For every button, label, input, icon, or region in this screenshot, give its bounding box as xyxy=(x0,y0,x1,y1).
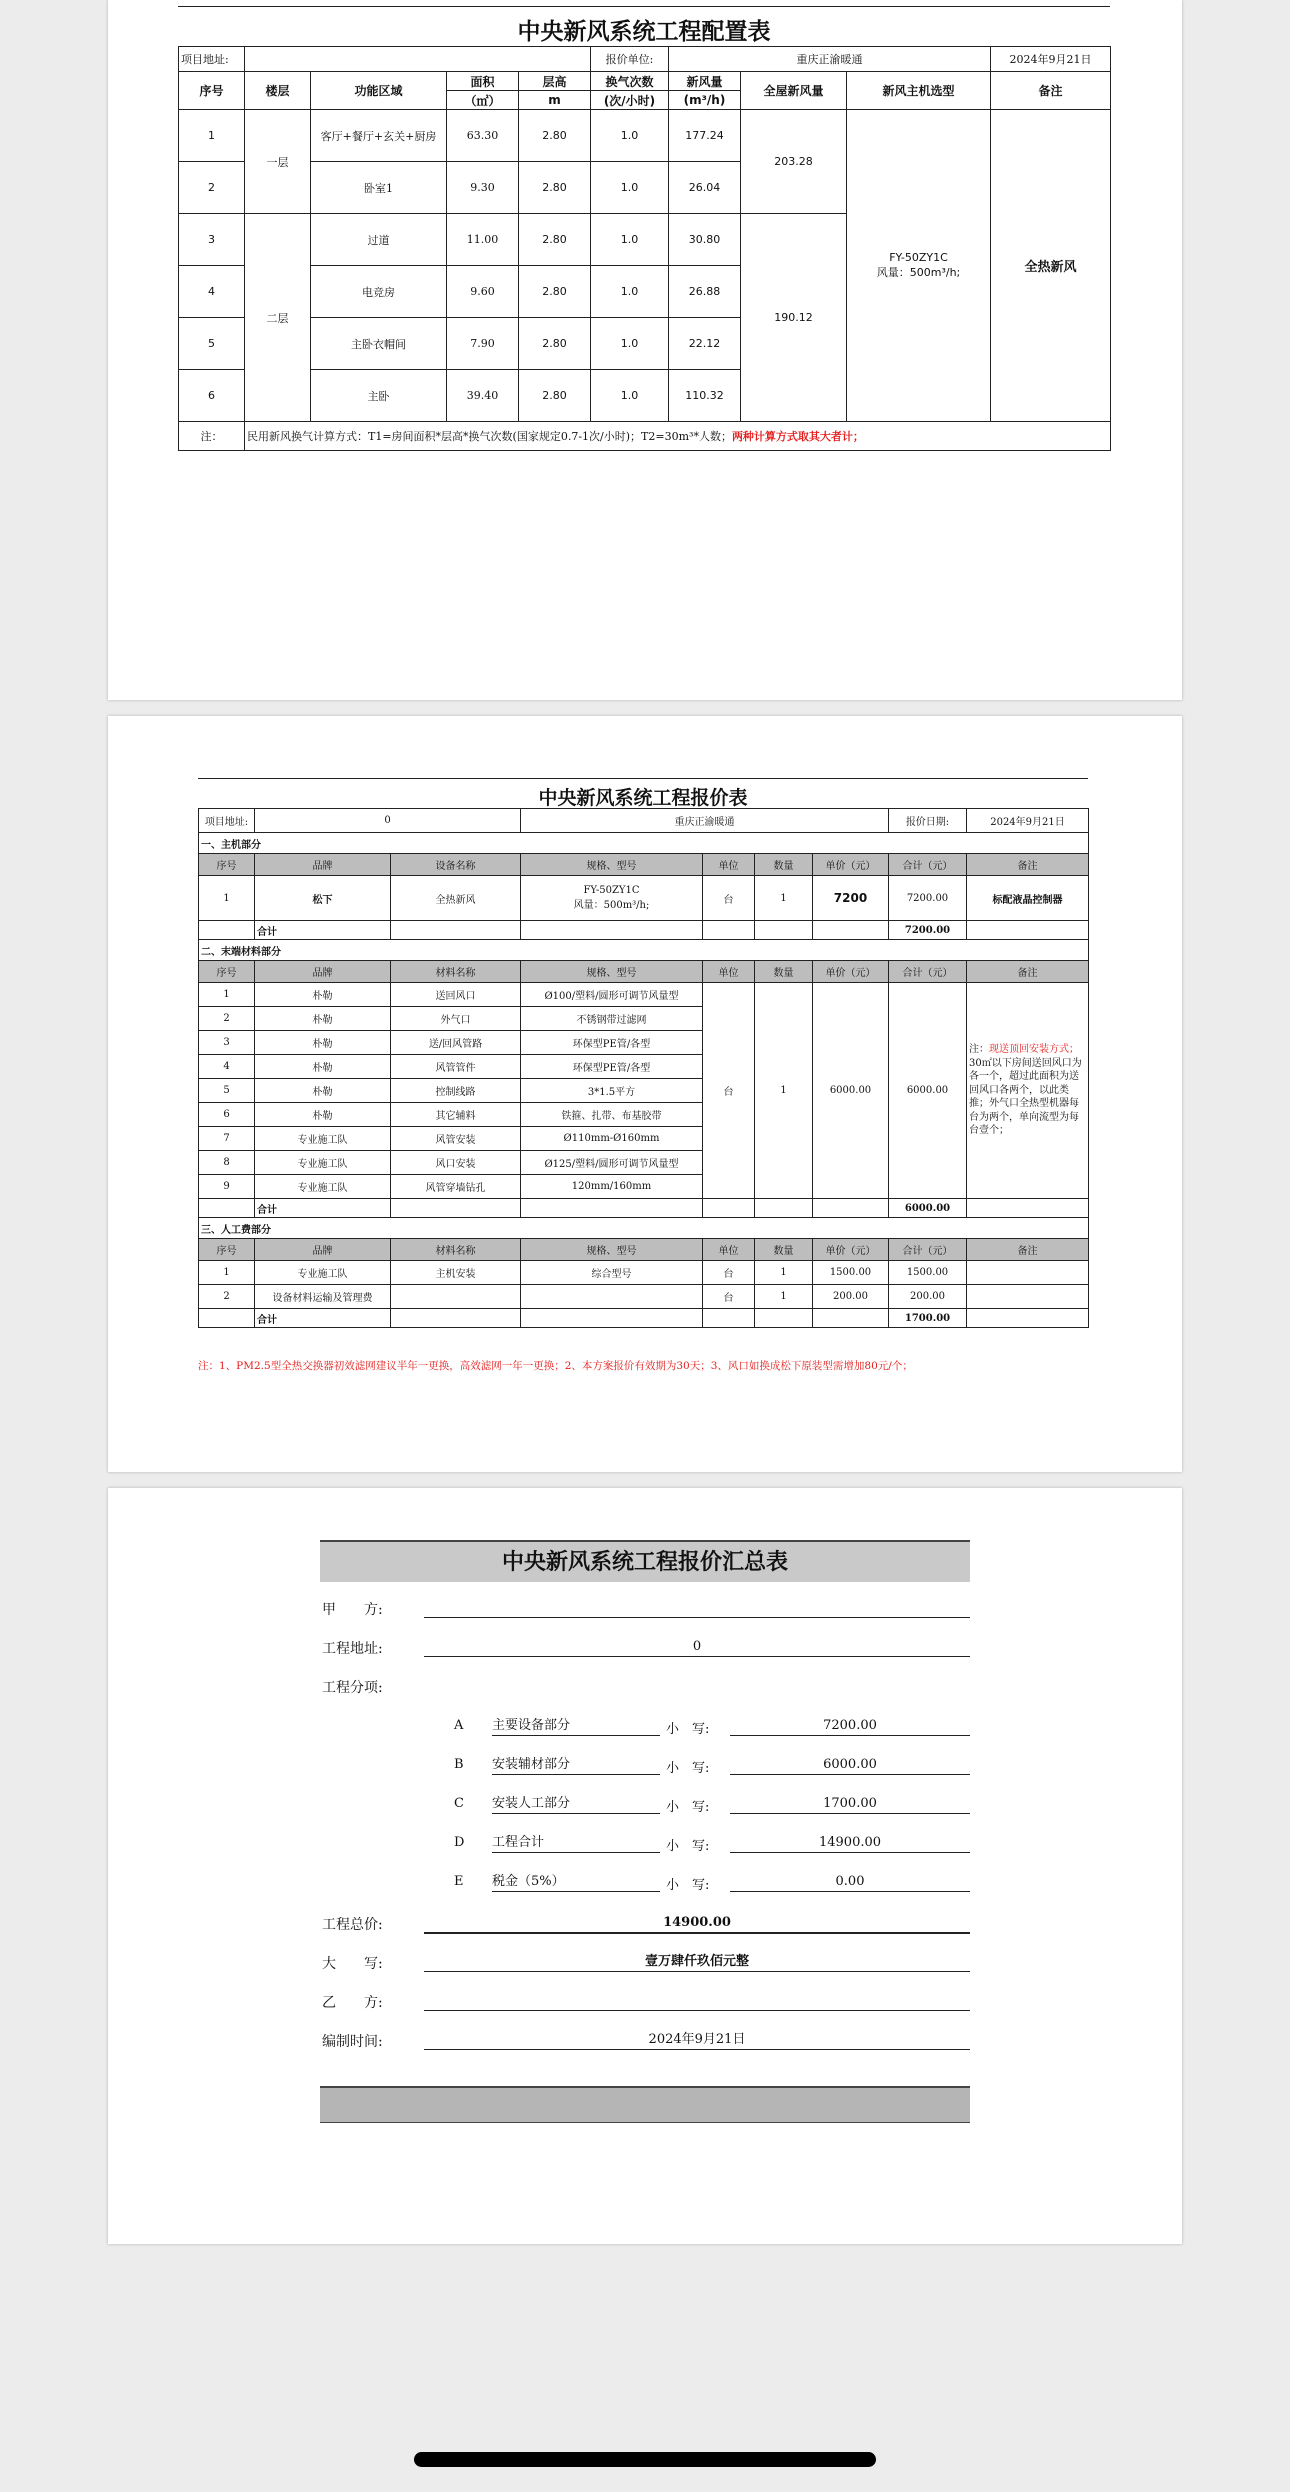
q-date-value: 2024年9月21日 xyxy=(967,809,1089,833)
col-seq: 序号 xyxy=(199,961,255,983)
address-label: 工程地址: xyxy=(322,1641,383,1657)
mat-seq: 9 xyxy=(199,1175,255,1199)
col-qty: 数量 xyxy=(755,1239,813,1261)
col-qty: 数量 xyxy=(755,854,813,876)
item-letter: E xyxy=(454,1874,464,1889)
row-area-name: 过道 xyxy=(311,214,447,266)
sum-label-labor: 合计 xyxy=(255,1309,391,1328)
host-device: 全热新风 xyxy=(391,876,521,921)
item-name: 工程合计 xyxy=(492,1834,660,1853)
header-airflow: 新风量 xyxy=(669,72,741,91)
row-area: 11.00 xyxy=(447,214,519,266)
table-row xyxy=(179,110,1111,162)
quote-page xyxy=(108,716,1182,1472)
col-spec: 规格、型号 xyxy=(521,854,703,876)
table-row xyxy=(199,1261,1089,1285)
capital-label: 大 写: xyxy=(322,1956,383,1972)
host-brand: 松下 xyxy=(255,876,391,921)
item-name: 税金（5%） xyxy=(492,1873,660,1892)
row-ach: 1.0 xyxy=(591,214,669,266)
mat-seq: 2 xyxy=(199,1007,255,1031)
party-b-label: 乙 方: xyxy=(322,1995,383,2011)
mat-remark xyxy=(967,983,1089,1199)
host-model-line2: 风量：500m³/h; xyxy=(876,266,961,279)
col-unit: 单位 xyxy=(703,1239,755,1261)
note-red: 两种计算方式取其大者计； xyxy=(731,430,864,443)
host-model xyxy=(847,110,991,422)
row-seq: 5 xyxy=(179,318,245,370)
date-field: 2024年9月21日 xyxy=(424,2031,970,2050)
items-label: 工程分项: xyxy=(322,1680,383,1696)
labor-total: 200.00 xyxy=(889,1285,967,1309)
labor-spec: 综合型号 xyxy=(521,1261,703,1285)
mat-name: 其它辅料 xyxy=(391,1103,521,1127)
col-qty: 数量 xyxy=(755,961,813,983)
mat-spec: 3*1.5平方 xyxy=(521,1079,703,1103)
mat-name: 风管管件 xyxy=(391,1055,521,1079)
mat-brand: 朴勒 xyxy=(255,1007,391,1031)
item-small-label: 小 写: xyxy=(666,1761,710,1776)
mat-total: 6000.00 xyxy=(889,983,967,1199)
mat-name: 风管穿墙钻孔 xyxy=(391,1175,521,1199)
item-value: 0.00 xyxy=(730,1873,970,1892)
item-letter: C xyxy=(454,1796,464,1811)
item-letter: D xyxy=(454,1835,465,1850)
mat-seq: 5 xyxy=(199,1079,255,1103)
mat-name: 风口安装 xyxy=(391,1151,521,1175)
item-small-label: 小 写: xyxy=(666,1722,710,1737)
total-airflow-floor2: 190.12 xyxy=(741,214,847,422)
mat-seq: 7 xyxy=(199,1127,255,1151)
row-airflow: 30.80 xyxy=(669,214,741,266)
labor-name: 主机安装 xyxy=(391,1261,521,1285)
mat-name: 风管安装 xyxy=(391,1127,521,1151)
quote-unit-label: 报价单位: xyxy=(591,47,669,72)
col-brand: 品牌 xyxy=(255,1239,391,1261)
col-unit: 单位 xyxy=(703,854,755,876)
mat-name: 外气口 xyxy=(391,1007,521,1031)
labor-unit: 台 xyxy=(703,1261,755,1285)
mat-brand: 朴勒 xyxy=(255,1103,391,1127)
quote-title: 中央新风系统工程报价表 xyxy=(198,778,1088,810)
q-date-label: 报价日期: xyxy=(889,809,967,833)
row-seq: 6 xyxy=(179,370,245,422)
item-letter: A xyxy=(454,1718,464,1733)
mat-seq: 4 xyxy=(199,1055,255,1079)
mat-spec: Ø125/塑料/圆形可调节风量型 xyxy=(521,1151,703,1175)
labor-spec xyxy=(521,1285,703,1309)
item-small-label: 小 写: xyxy=(666,1800,710,1815)
mat-remark-red: 现送顶回安装方式； xyxy=(989,1044,1079,1056)
total-airflow-floor1: 203.28 xyxy=(741,110,847,214)
col-device: 设备名称 xyxy=(391,854,521,876)
item-value: 14900.00 xyxy=(730,1834,970,1853)
mat-spec: 铁箍、扎带、布基胶带 xyxy=(521,1103,703,1127)
party-b-field xyxy=(424,1992,970,2011)
row-ach: 1.0 xyxy=(591,266,669,318)
q-unit-value: 重庆正渝暖通 xyxy=(521,809,889,833)
mat-brand: 朴勒 xyxy=(255,1055,391,1079)
mat-brand: 朴勒 xyxy=(255,983,391,1007)
col-price: 单价（元） xyxy=(813,961,889,983)
col-remark: 备注 xyxy=(967,854,1089,876)
mat-name: 送回风口 xyxy=(391,983,521,1007)
header-ach-unit: (次/小时) xyxy=(591,91,669,110)
config-title: 中央新风系统工程配置表 xyxy=(178,6,1110,46)
row-area: 7.90 xyxy=(447,318,519,370)
project-address-label: 项目地址: xyxy=(179,47,245,72)
header-area-unit: （㎡） xyxy=(447,91,519,110)
mat-seq: 8 xyxy=(199,1151,255,1175)
q-address-value: 0 xyxy=(255,809,521,833)
item-name: 安装辅材部分 xyxy=(492,1756,660,1775)
header-remark: 备注 xyxy=(991,72,1111,110)
table-row xyxy=(199,1285,1089,1309)
labor-price: 1500.00 xyxy=(813,1261,889,1285)
col-brand: 品牌 xyxy=(255,961,391,983)
row-height: 2.80 xyxy=(519,266,591,318)
total-field: 14900.00 xyxy=(424,1914,970,1934)
row-area: 63.30 xyxy=(447,110,519,162)
col-unit: 单位 xyxy=(703,961,755,983)
mat-seq: 6 xyxy=(199,1103,255,1127)
row-area: 9.60 xyxy=(447,266,519,318)
header-host-model: 新风主机选型 xyxy=(847,72,991,110)
item-small-label: 小 写: xyxy=(666,1839,710,1854)
labor-price: 200.00 xyxy=(813,1285,889,1309)
mat-name: 送/回风管路 xyxy=(391,1031,521,1055)
col-price: 单价（元） xyxy=(813,1239,889,1261)
summary-page xyxy=(108,1488,1182,2244)
row-airflow: 22.12 xyxy=(669,318,741,370)
row-area: 9.30 xyxy=(447,162,519,214)
sum-label-host: 合计 xyxy=(255,921,391,940)
mat-unit: 台 xyxy=(703,983,755,1199)
row-airflow: 26.04 xyxy=(669,162,741,214)
col-total: 合计（元） xyxy=(889,961,967,983)
mat-spec: Ø100/塑料/圆形可调节风量型 xyxy=(521,983,703,1007)
row-ach: 1.0 xyxy=(591,162,669,214)
header-ach: 换气次数 xyxy=(591,72,669,91)
quote-date-value: 2024年9月21日 xyxy=(991,47,1111,72)
row-height: 2.80 xyxy=(519,318,591,370)
home-indicator[interactable] xyxy=(414,2452,876,2467)
header-height-unit: m xyxy=(519,91,591,110)
labor-unit: 台 xyxy=(703,1285,755,1309)
labor-seq: 1 xyxy=(199,1261,255,1285)
mat-brand: 朴勒 xyxy=(255,1031,391,1055)
table-row xyxy=(199,983,1089,1007)
row-seq: 1 xyxy=(179,110,245,162)
sum-label-materials: 合计 xyxy=(255,1199,391,1218)
labor-name xyxy=(391,1285,521,1309)
item-name: 主要设备部分 xyxy=(492,1717,660,1736)
mat-spec: Ø110mm-Ø160mm xyxy=(521,1127,703,1151)
row-area-name: 主卧衣帽间 xyxy=(311,318,447,370)
summary-footer-bar xyxy=(320,2086,970,2123)
section-materials: 二、末端材料部分 xyxy=(199,940,1089,961)
col-seq: 序号 xyxy=(199,1239,255,1261)
project-address-value xyxy=(245,47,591,72)
host-total: 7200.00 xyxy=(889,876,967,921)
sum-host: 7200.00 xyxy=(889,921,967,940)
mat-qty: 1 xyxy=(755,983,813,1199)
col-price: 单价（元） xyxy=(813,854,889,876)
host-model-line1: FY-50ZY1C xyxy=(889,251,948,264)
col-remark: 备注 xyxy=(967,961,1089,983)
row-area-name: 电竞房 xyxy=(311,266,447,318)
host-spec-model: FY-50ZY1C xyxy=(583,885,640,896)
labor-qty: 1 xyxy=(755,1285,813,1309)
host-unit: 台 xyxy=(703,876,755,921)
mat-brand: 朴勒 xyxy=(255,1079,391,1103)
address-field: 0 xyxy=(424,1638,970,1657)
row-airflow: 177.24 xyxy=(669,110,741,162)
item-value: 7200.00 xyxy=(730,1717,970,1736)
date-label: 编制时间: xyxy=(322,2034,383,2050)
floor-1: 一层 xyxy=(245,110,311,214)
header-height: 层高 xyxy=(519,72,591,91)
labor-qty: 1 xyxy=(755,1261,813,1285)
item-value: 1700.00 xyxy=(730,1795,970,1814)
header-seq: 序号 xyxy=(179,72,245,110)
total-label: 工程总价: xyxy=(322,1917,383,1933)
header-area-func: 功能区域 xyxy=(311,72,447,110)
party-a-label: 甲 方: xyxy=(322,1602,383,1618)
row-area: 39.40 xyxy=(447,370,519,422)
mat-spec: 环保型PE管/各型 xyxy=(521,1055,703,1079)
col-total: 合计（元） xyxy=(889,854,967,876)
note-text: 民用新风换气计算方式：T1=房间面积*层高*换气次数(国家规定0.7-1次/小时)；T2=30m³*人数； xyxy=(247,430,732,443)
col-material: 材料名称 xyxy=(391,961,521,983)
item-letter: B xyxy=(454,1757,464,1772)
mat-seq: 3 xyxy=(199,1031,255,1055)
col-total: 合计（元） xyxy=(889,1239,967,1261)
host-spec xyxy=(521,876,703,921)
row-height: 2.80 xyxy=(519,110,591,162)
party-a-field xyxy=(424,1599,970,1618)
table-row xyxy=(199,876,1089,921)
col-spec: 规格、型号 xyxy=(521,961,703,983)
mat-spec: 120mm/160mm xyxy=(521,1175,703,1199)
section-host: 一、主机部分 xyxy=(199,833,1089,854)
row-seq: 3 xyxy=(179,214,245,266)
quote-unit-value: 重庆正渝暖通 xyxy=(669,47,991,72)
host-seq: 1 xyxy=(199,876,255,921)
config-table xyxy=(178,46,1111,451)
mat-brand: 专业施工队 xyxy=(255,1151,391,1175)
labor-total: 1500.00 xyxy=(889,1261,967,1285)
header-floor: 楼层 xyxy=(245,72,311,110)
header-total-airflow: 全屋新风量 xyxy=(741,72,847,110)
section-labor: 三、人工费部分 xyxy=(199,1218,1089,1239)
q-address-label: 项目地址: xyxy=(199,809,255,833)
row-height: 2.80 xyxy=(519,214,591,266)
mat-price: 6000.00 xyxy=(813,983,889,1199)
mat-remark-text: 30㎡以下房间送回风口为各一个，超过此面积为送回风口各两个，以此类推；外气口全热型机器每台为两个，单向流型为每台壹个； xyxy=(969,1057,1082,1137)
quote-table xyxy=(198,808,1089,1328)
row-ach: 1.0 xyxy=(591,318,669,370)
mat-brand: 专业施工队 xyxy=(255,1175,391,1199)
note-label: 注： xyxy=(179,422,245,451)
floor-2: 二层 xyxy=(245,214,311,422)
row-area-name: 客厅+餐厅+玄关+厨房 xyxy=(311,110,447,162)
row-seq: 4 xyxy=(179,266,245,318)
mat-name: 控制线路 xyxy=(391,1079,521,1103)
row-airflow: 26.88 xyxy=(669,266,741,318)
mat-spec: 环保型PE管/各型 xyxy=(521,1031,703,1055)
col-remark: 备注 xyxy=(967,1239,1089,1261)
row-height: 2.80 xyxy=(519,162,591,214)
row-ach: 1.0 xyxy=(591,110,669,162)
col-spec: 规格、型号 xyxy=(521,1239,703,1261)
row-seq: 2 xyxy=(179,162,245,214)
sum-labor: 1700.00 xyxy=(889,1309,967,1328)
col-seq: 序号 xyxy=(199,854,255,876)
item-small-label: 小 写: xyxy=(666,1878,710,1893)
host-qty: 1 xyxy=(755,876,813,921)
labor-seq: 2 xyxy=(199,1285,255,1309)
header-airflow-unit: (m³/h) xyxy=(669,91,741,110)
mat-seq: 1 xyxy=(199,983,255,1007)
note-cell xyxy=(245,422,1111,451)
capital-field: 壹万肆仟玖佰元整 xyxy=(424,1953,970,1972)
summary-title: 中央新风系统工程报价汇总表 xyxy=(320,1540,970,1582)
header-area: 面积 xyxy=(447,72,519,91)
item-name: 安装人工部分 xyxy=(492,1795,660,1814)
labor-brand: 设备材料运输及管理费 xyxy=(255,1285,391,1309)
config-page xyxy=(108,0,1182,700)
row-area-name: 卧室1 xyxy=(311,162,447,214)
mat-spec: 不锈钢带过滤网 xyxy=(521,1007,703,1031)
col-material: 材料名称 xyxy=(391,1239,521,1261)
host-price: 7200 xyxy=(813,876,889,921)
row-area-name: 主卧 xyxy=(311,370,447,422)
host-spec-airflow: 风量：500m³/h; xyxy=(573,900,650,911)
remark-value: 全热新风 xyxy=(991,110,1111,422)
sum-materials: 6000.00 xyxy=(889,1199,967,1218)
row-height: 2.80 xyxy=(519,370,591,422)
labor-brand: 专业施工队 xyxy=(255,1261,391,1285)
item-value: 6000.00 xyxy=(730,1756,970,1775)
mat-remark-label: 注： xyxy=(969,1044,989,1056)
host-remark: 标配液晶控制器 xyxy=(967,876,1089,921)
mat-brand: 专业施工队 xyxy=(255,1127,391,1151)
col-brand: 品牌 xyxy=(255,854,391,876)
row-airflow: 110.32 xyxy=(669,370,741,422)
quote-footnote: 注：1、PM2.5型全热交换器初效滤网建议半年一更换，高效滤网一年一更换；2、本方案报价有效期为30天；3、风口如换成松下原装型需增加80元/个； xyxy=(198,1360,913,1372)
row-ach: 1.0 xyxy=(591,370,669,422)
